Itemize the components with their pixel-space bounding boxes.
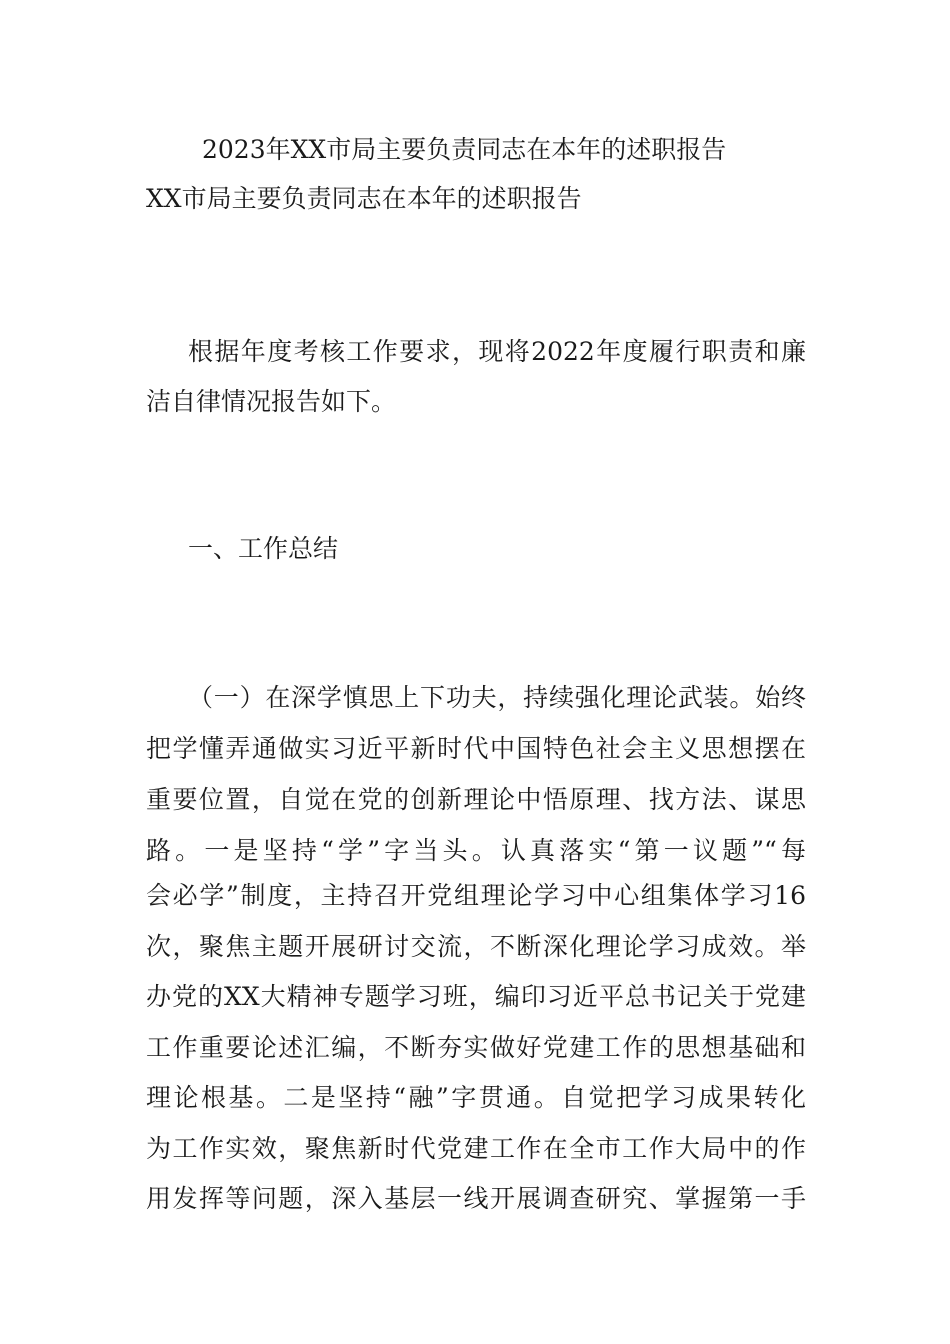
body-line: 重要位置，自觉在党的创新理论中悟原理、找方法、谋思 xyxy=(146,785,806,814)
body-line: 为工作实效，聚焦新时代党建工作在全市工作大局中的作 xyxy=(146,1134,806,1163)
body-line: 工作重要论述汇编，不断夯实做好党建工作的思想基础和 xyxy=(146,1033,806,1062)
document-title: 2023年XX市局主要负责同志在本年的述职报告 xyxy=(202,135,727,164)
body-line: （一）在深学慎思上下功夫，持续强化理论武装。始终 xyxy=(188,683,806,712)
intro-line: 根据年度考核工作要求，现将2022年度履行职责和廉 xyxy=(188,337,806,366)
intro-line: 洁自律情况报告如下。 xyxy=(146,387,397,416)
body-line: 次，聚焦主题开展研讨交流，不断深化理论学习成效。举 xyxy=(146,932,806,961)
document-subtitle: XX市局主要负责同志在本年的述职报告 xyxy=(146,184,582,213)
body-line: 用发挥等问题，深入基层一线开展调查研究、掌握第一手 xyxy=(146,1184,806,1213)
section-heading: 一、工作总结 xyxy=(188,534,339,563)
body-line: 路。一是坚持“学”字当头。认真落实“第一议题”“每 xyxy=(146,836,806,865)
body-line: 办党的XX大精神专题学习班，编印习近平总书记关于党建 xyxy=(146,982,806,1011)
body-line: 会必学”制度，主持召开党组理论学习中心组集体学习16 xyxy=(146,881,806,910)
body-line: 把学懂弄通做实习近平新时代中国特色社会主义思想摆在 xyxy=(146,734,806,763)
body-line: 理论根基。二是坚持“融”字贯通。自觉把学习成果转化 xyxy=(146,1083,806,1112)
